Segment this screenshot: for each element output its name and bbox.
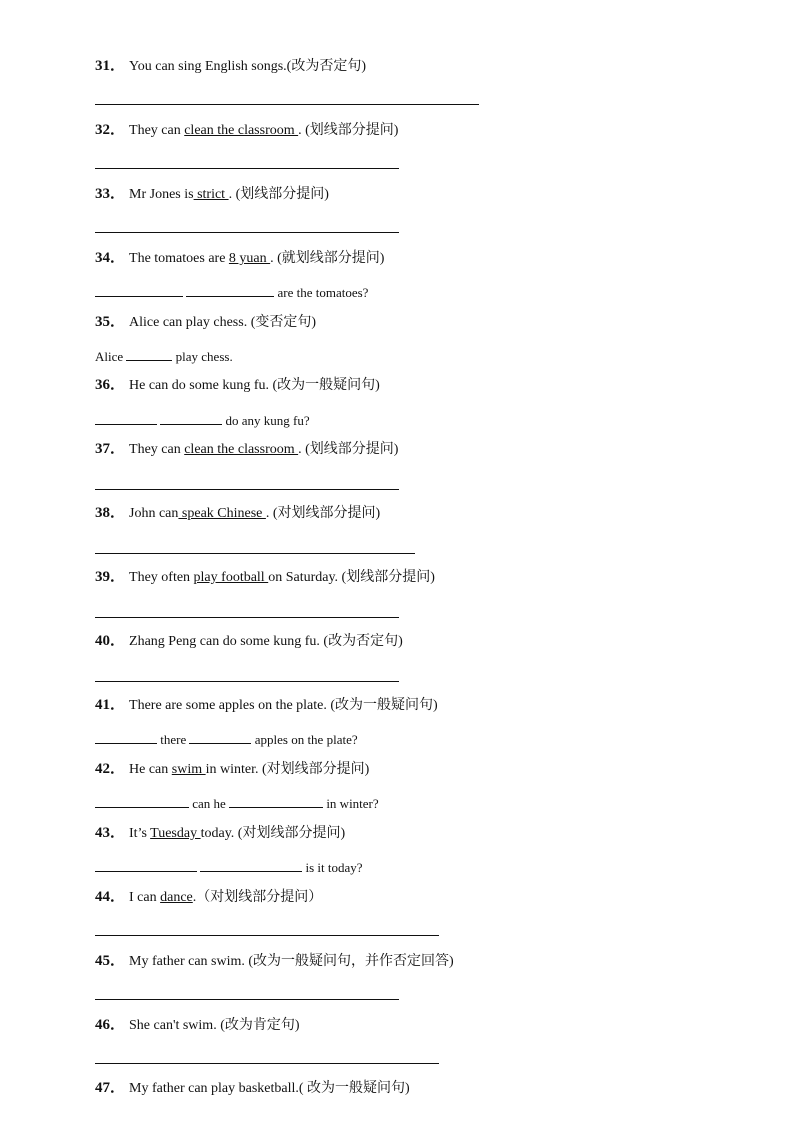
question-39 (95, 568, 435, 587)
underlined-phrase: clean the classroom (184, 442, 299, 457)
question-41 (95, 696, 438, 715)
question-number: 47． (95, 1080, 126, 1096)
question-instruction: in winter. (对划线部分提问) (205, 762, 370, 777)
question-32 (95, 121, 398, 140)
question-40 (95, 632, 403, 651)
question-instruction: . (对划线部分提问) (265, 506, 381, 521)
question-instruction: . (划线部分提问) (228, 187, 329, 202)
question-instruction: . (划线部分提问) (298, 442, 399, 457)
answer-line[interactable] (95, 232, 399, 233)
answer-line[interactable] (95, 1063, 439, 1064)
underlined-phrase: dance (160, 890, 193, 905)
question-43 (95, 824, 345, 843)
answer-blank[interactable] (200, 859, 302, 872)
question-text: John can (129, 506, 179, 521)
answer-row-36 (95, 412, 310, 429)
question-number: 34． (95, 250, 126, 266)
answer-line[interactable] (95, 489, 399, 490)
answer-text: can he (192, 796, 226, 811)
underlined-phrase: clean the classroom (184, 123, 299, 138)
answer-blank[interactable] (189, 731, 251, 744)
question-46 (95, 1016, 300, 1035)
question-34 (95, 249, 384, 268)
question-text: The tomatoes are (129, 251, 229, 266)
question-33 (95, 185, 329, 204)
question-number: 38． (95, 505, 126, 521)
question-text: You can sing English songs.(改为否定句) (129, 59, 366, 74)
question-number: 39． (95, 569, 126, 585)
answer-blank[interactable] (95, 284, 183, 297)
question-instruction: . (就划线部分提问) (270, 251, 385, 266)
answer-blank[interactable] (126, 348, 172, 361)
question-text: They often (129, 570, 194, 585)
underlined-phrase: swim (171, 762, 206, 777)
question-number: 32． (95, 122, 126, 138)
question-instruction: . (划线部分提问) (298, 123, 399, 138)
answer-line[interactable] (95, 168, 399, 169)
question-44 (95, 888, 322, 907)
answer-line[interactable] (95, 104, 479, 105)
answer-line[interactable] (95, 681, 399, 682)
underlined-phrase: Tuesday (150, 826, 201, 841)
question-instruction: today. (对划线部分提问) (200, 826, 346, 841)
answer-row-43 (95, 859, 363, 876)
answer-line[interactable] (95, 617, 399, 618)
underlined-phrase: play football (193, 570, 269, 585)
answer-text: is it today? (305, 860, 363, 875)
answer-text: Alice (95, 349, 124, 364)
question-text: Zhang Peng can do some kung fu. (改为否定句) (129, 634, 403, 649)
question-text: She can't swim. (改为肯定句) (129, 1018, 300, 1033)
question-number: 37． (95, 441, 126, 457)
answer-blank[interactable] (160, 412, 222, 425)
question-42 (95, 760, 369, 779)
answer-row-34 (95, 284, 368, 301)
question-number: 33． (95, 186, 126, 202)
question-text: My father can swim. (改为一般疑问句，并作否定回答) (129, 954, 454, 969)
question-number: 31． (95, 58, 126, 74)
question-36 (95, 376, 380, 395)
underlined-phrase: 8 yuan (228, 251, 271, 266)
question-text: They can (129, 442, 185, 457)
answer-line[interactable] (95, 553, 415, 554)
question-instruction: on Saturday. (划线部分提问) (268, 570, 435, 585)
question-number: 35． (95, 314, 126, 330)
question-number: 44． (95, 889, 126, 905)
answer-text: there (160, 732, 187, 747)
underlined-phrase: speak Chinese (178, 506, 266, 521)
question-number: 40． (95, 633, 126, 649)
answer-row-35 (95, 348, 233, 365)
answer-text: play chess. (175, 349, 233, 364)
question-35 (95, 313, 316, 332)
question-text: He can do some kung fu. (改为一般疑问句) (129, 378, 380, 393)
answer-line[interactable] (95, 935, 439, 936)
answer-line[interactable] (95, 999, 399, 1000)
answer-blank[interactable] (95, 795, 189, 808)
answer-blank[interactable] (95, 412, 157, 425)
question-text: I can (129, 890, 161, 905)
question-number: 36． (95, 377, 126, 393)
question-text: They can (129, 123, 185, 138)
answer-blank[interactable] (95, 731, 157, 744)
question-text: Alice can play chess. (变否定句) (129, 315, 317, 330)
question-instruction: .（对划线部分提问） (192, 890, 323, 905)
answer-text: are the tomatoes? (277, 285, 369, 300)
question-number: 41． (95, 697, 126, 713)
answer-row-41 (95, 731, 358, 748)
question-text: Mr Jones is (129, 187, 194, 202)
answer-row-42 (95, 795, 379, 812)
question-47 (95, 1079, 410, 1098)
question-text: He can (129, 762, 172, 777)
answer-blank[interactable] (229, 795, 323, 808)
answer-blank[interactable] (95, 859, 197, 872)
question-number: 42． (95, 761, 126, 777)
question-text: There are some apples on the plate. (改为一般疑问句) (129, 698, 438, 713)
answer-text: in winter? (326, 796, 379, 811)
question-text: It’s (129, 826, 151, 841)
question-45 (95, 952, 454, 971)
answer-text: do any kung fu? (225, 413, 310, 428)
question-number: 46． (95, 1017, 126, 1033)
question-number: 45． (95, 953, 126, 969)
answer-text: apples on the plate? (254, 732, 358, 747)
question-text: My father can play basketball.( 改为一般疑问句) (129, 1081, 410, 1096)
question-31 (95, 57, 366, 76)
answer-blank[interactable] (186, 284, 274, 297)
question-38 (95, 504, 380, 523)
question-37 (95, 440, 398, 459)
underlined-phrase: strict (193, 187, 229, 202)
question-number: 43． (95, 825, 126, 841)
